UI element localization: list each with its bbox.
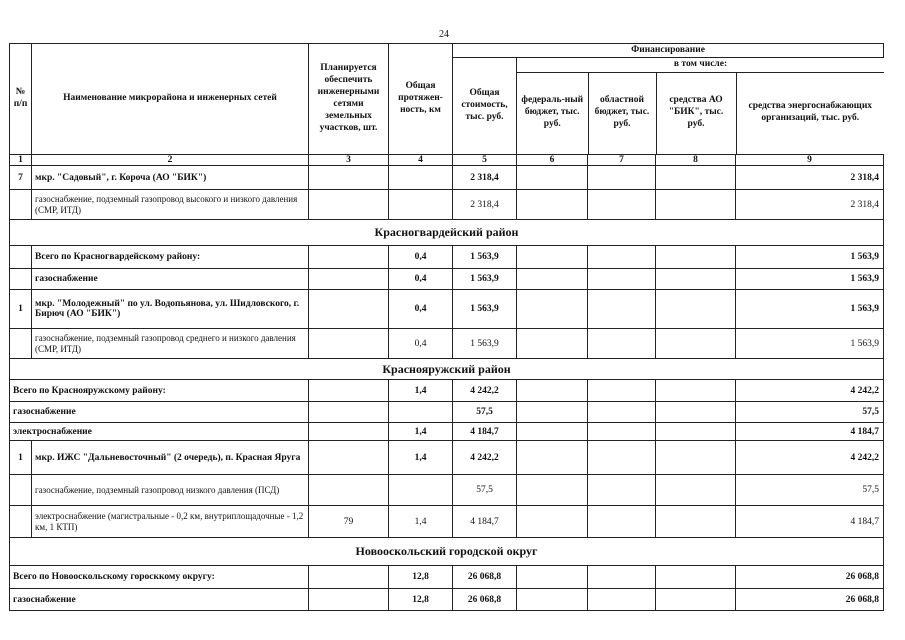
row-name: электроснабжение (10, 423, 309, 441)
table-row: 7 мкр. "Садовый", г. Короча (АО "БИК") 2 318,4 2 318,4 (10, 166, 884, 190)
header-length: Общая протяжен-ность, км (389, 44, 453, 155)
table-row: газоснабжение 57,5 57,5 (10, 402, 884, 423)
row-name: Всего по Красногвардейскому району: (32, 246, 309, 269)
table-row: электроснабжение 1,4 4 184,7 4 184,7 (10, 423, 884, 441)
table-row: газоснабжение, подземный газопровод низкого давления (ПСД) 57,5 57,5 (10, 475, 884, 506)
row-name: Всего по Краснояружскому району: (10, 380, 309, 402)
row-name: газоснабжение, подземный газопровод среднего и низкого давления (СМР, ИТД) (32, 329, 309, 359)
table-row: газоснабжение, подземный газопровод среднего и низкого давления (СМР, ИТД) 0,4 1 563,9 1 563,9 (10, 329, 884, 359)
header-including: в том числе: (517, 58, 884, 72)
row-name: газоснабжение, подземный газопровод высокого и низкого давления (СМР, ИТД) (32, 190, 309, 220)
col-number: 5 (453, 155, 517, 166)
row-name: мкр. "Садовый", г. Короча (АО "БИК") (32, 166, 309, 190)
table-row: электроснабжение (магистральные - 0,2 км, внутриплощадочные - 1,2 км, 1 КТП) 79 1,4 4 184,7 4 184,7 (10, 506, 884, 538)
col-number: 6 (517, 155, 588, 166)
page-number: 24 (439, 29, 449, 40)
table-row: Всего по Краснояружскому району: 1,4 4 242,2 4 242,2 (10, 380, 884, 402)
table-row: 1 мкр. "Молодежный" по ул. Водопьянова, ул. Шидловского, г. Бирюч (АО "БИК") 0,4 1 563,9 1 563,9 (10, 290, 884, 329)
section-heading: Новооскольский городской округ (10, 538, 884, 566)
table-row: газоснабжение 0,4 1 563,9 1 563,9 (10, 269, 884, 290)
col-number: 9 (736, 155, 884, 166)
section-heading: Красногвардейский район (10, 220, 884, 246)
row-name: газоснабжение, подземный газопровод низкого давления (ПСД) (32, 475, 309, 506)
header-financing: Финансирование (453, 44, 884, 58)
header-planned: Планируется обеспечить инженерными сетями земельных участков, шт. (309, 44, 389, 155)
table-row: газоснабжение, подземный газопровод высокого и низкого давления (СМР, ИТД) 2 318,4 2 318,4 (10, 190, 884, 220)
row-name: газоснабжение (32, 269, 309, 290)
section-heading: Краснояружский район (10, 359, 884, 380)
row-name: Всего по Новооскольскому горосккому округу: (10, 566, 309, 589)
header-energy: средства энергоснабжающих организаций, тыс. руб. (748, 101, 873, 124)
header-bik: средства АО "БИК", тыс. руб. (656, 72, 736, 154)
header-total-cost: Общая стоимость, тыс. руб. (453, 58, 517, 155)
row-name: мкр. "Молодежный" по ул. Водопьянова, ул. Шидловского, г. Бирюч (АО "БИК") (32, 290, 309, 329)
header-no: № п/п (10, 44, 32, 155)
header-regional: областной бюджет, тыс. руб. (588, 72, 656, 154)
table-row: 1 мкр. ИЖС "Дальневосточный" (2 очередь), п. Красная Яруга 1,4 4 242,2 4 242,2 (10, 441, 884, 475)
header-federal: федераль-ный бюджет, тыс. руб. (517, 72, 588, 154)
row-name: газоснабжение (10, 402, 309, 423)
col-number: 8 (656, 155, 736, 166)
financing-table (9, 43, 884, 611)
header-name: Наименование микрорайона и инженерных сетей (32, 44, 309, 155)
table-row: Всего по Красногвардейскому району: 0,4 1 563,9 1 563,9 (10, 246, 884, 269)
col-number: 3 (309, 155, 389, 166)
row-name: мкр. ИЖС "Дальневосточный" (2 очередь), п. Красная Яруга (32, 441, 309, 475)
col-number: 2 (32, 155, 309, 166)
row-name: электроснабжение (магистральные - 0,2 км, внутриплощадочные - 1,2 км, 1 КТП) (32, 506, 309, 538)
table-row: газоснабжение 12,8 26 068,8 26 068,8 (10, 589, 884, 611)
col-number: 7 (588, 155, 656, 166)
row-name: газоснабжение (10, 589, 309, 611)
col-number: 1 (10, 155, 32, 166)
table-row: Всего по Новооскольскому горосккому округу: 12,8 26 068,8 26 068,8 (10, 566, 884, 589)
column-numbers-row (10, 155, 884, 166)
col-number: 4 (389, 155, 453, 166)
